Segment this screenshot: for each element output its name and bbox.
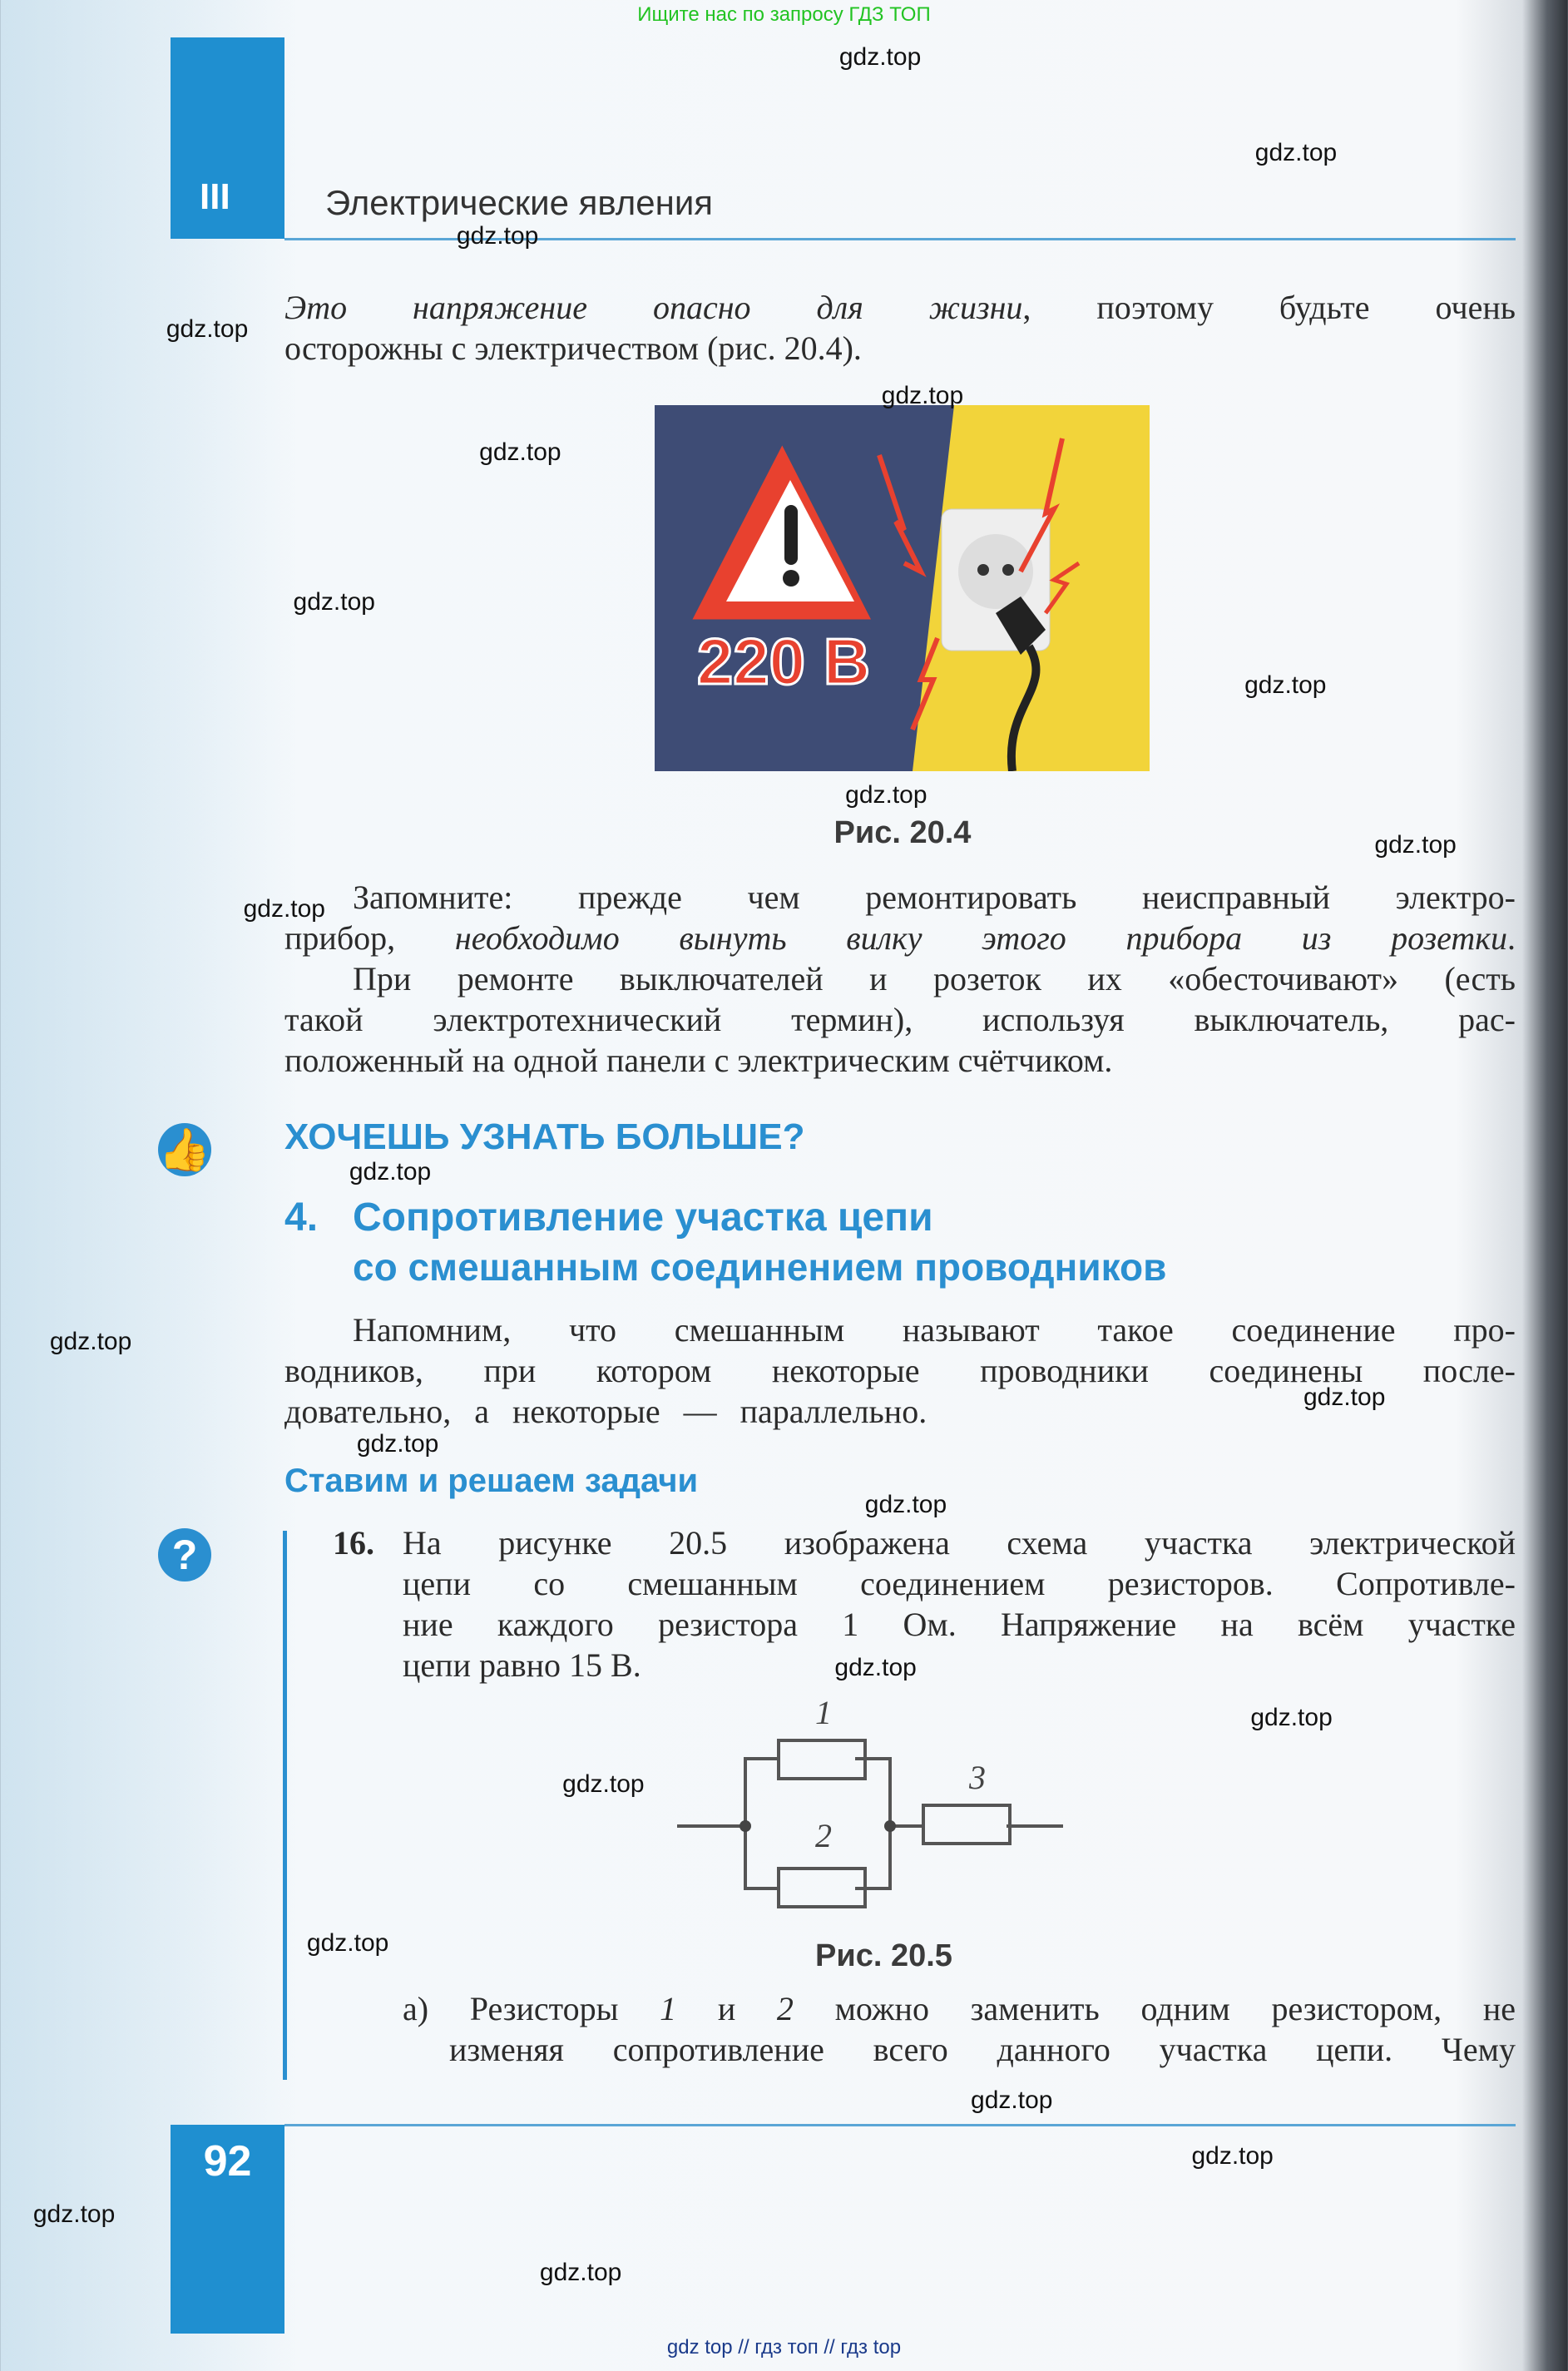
- watermark: gdz.top: [971, 2086, 1053, 2115]
- watermark: gdz.top: [479, 438, 561, 466]
- watermark: gdz.top: [293, 587, 375, 616]
- watermark: gdz.top: [562, 1770, 645, 1799]
- resistor-3: [923, 1805, 1010, 1844]
- task-side-bar: [283, 1531, 287, 2080]
- junction-node: [884, 1820, 896, 1832]
- thumbs-up-icon: 👍: [158, 1123, 211, 1176]
- footer-rule: [284, 2124, 1516, 2126]
- bottom-banner-link[interactable]: gdz top // гдз топ // гдз top: [666, 2336, 902, 2359]
- watermark: gdz.top: [32, 2200, 116, 2228]
- figure-20-4-caption: Рис. 20.4: [833, 815, 972, 850]
- more-heading: ХОЧЕШЬ УЗНАТЬ БОЛЬШЕ?: [284, 1116, 805, 1157]
- resistor-label-3: 3: [969, 1759, 986, 1796]
- para3-line2: водников, при котором некоторые проводники соединены после-: [284, 1352, 1516, 1389]
- watermark: gdz.top: [834, 1654, 917, 1682]
- voltage-label: 220 В: [696, 625, 871, 698]
- para2-line3: При ремонте выключателей и розеток их «обесточивают» (есть: [353, 960, 1516, 997]
- watermark: gdz.top: [356, 1430, 439, 1458]
- chapter-number: III: [200, 176, 230, 217]
- running-header-title: Электрические явления: [325, 183, 714, 222]
- watermark: gdz.top: [166, 315, 249, 344]
- section-title-line1: Сопротивление участка цепи: [353, 1195, 933, 1240]
- page-number: 92: [203, 2137, 252, 2185]
- watermark: gdz.top: [49, 1327, 132, 1355]
- para1-line2: осторожны с электричеством (рис. 20.4).: [284, 329, 862, 367]
- problem-number: 16.: [333, 1524, 374, 1562]
- watermark: gdz.top: [845, 781, 927, 809]
- section-number: 4.: [284, 1195, 319, 1240]
- section-title-line2: со смешанным соединением проводников: [353, 1245, 1167, 1289]
- circuit-diagram: [665, 1680, 1148, 1922]
- part-a-line2: изменяя сопротивление всего данного участка цепи. Чему: [449, 2031, 1516, 2068]
- watermark: gdz.top: [838, 43, 922, 72]
- search-banner-link[interactable]: Ищите нас по запросу ГДЗ ТОП: [637, 3, 931, 26]
- watermark: gdz.top: [456, 221, 539, 250]
- watermark: gdz.top: [1191, 2142, 1274, 2171]
- watermark: gdz.top: [1244, 671, 1327, 699]
- para2-line4: такой электротехнический термин), используя выключатель, рас-: [284, 1001, 1516, 1038]
- problem16-line3: ние каждого резистора 1 Ом. Напряжение на всём участке: [403, 1606, 1516, 1643]
- danger-220v-illustration: [655, 405, 1150, 771]
- watermark: gdz.top: [1374, 831, 1457, 859]
- para2-line2: прибор, необходимо вынуть вилку этого прибора из розетки.: [284, 919, 1516, 957]
- watermark: gdz.top: [1250, 1704, 1333, 1732]
- watermark: gdz.top: [864, 1490, 947, 1518]
- resistor-1: [779, 1740, 865, 1779]
- para2-line1: Запомните: прежде чем ремонтировать неисправный электро-: [353, 879, 1516, 916]
- para3-line1: Напомним, что смешанным называют такое соединение про-: [353, 1311, 1516, 1349]
- para3-line3: довательно, а некоторые — параллельно.: [284, 1393, 927, 1430]
- resistor-2: [779, 1869, 865, 1907]
- problem16-line2: цепи со смешанным соединением резисторов. Сопротивле-: [403, 1565, 1516, 1602]
- watermark: gdz.top: [349, 1157, 432, 1186]
- part-a-line1: а) Резисторы 1 и 2 можно заменить одним резистором, не: [403, 1990, 1516, 2027]
- tasks-heading: Ставим и решаем задачи: [284, 1463, 699, 1499]
- figure-20-5-caption: Рис. 20.5: [815, 1938, 952, 1973]
- question-icon: ?: [158, 1528, 211, 1581]
- resistor-label-1: 1: [815, 1694, 832, 1731]
- problem16-line4: цепи равно 15 В.: [403, 1646, 641, 1684]
- watermark: gdz.top: [1303, 1383, 1386, 1411]
- watermark: gdz.top: [881, 382, 964, 410]
- junction-node: [739, 1820, 751, 1832]
- resistor-label-2: 2: [815, 1817, 832, 1854]
- para1-line1: Это напряжение опасно для жизни, поэтому будьте очень: [284, 289, 1516, 326]
- watermark: gdz.top: [243, 894, 325, 923]
- problem16-line1: На рисунке 20.5 изображена схема участка электрической: [403, 1524, 1516, 1562]
- para2-line5: положенный на одной панели с электрическим счётчиком.: [284, 1042, 1113, 1079]
- watermark: gdz.top: [1254, 138, 1338, 166]
- watermark: gdz.top: [306, 1929, 389, 1958]
- watermark: gdz.top: [539, 2259, 622, 2287]
